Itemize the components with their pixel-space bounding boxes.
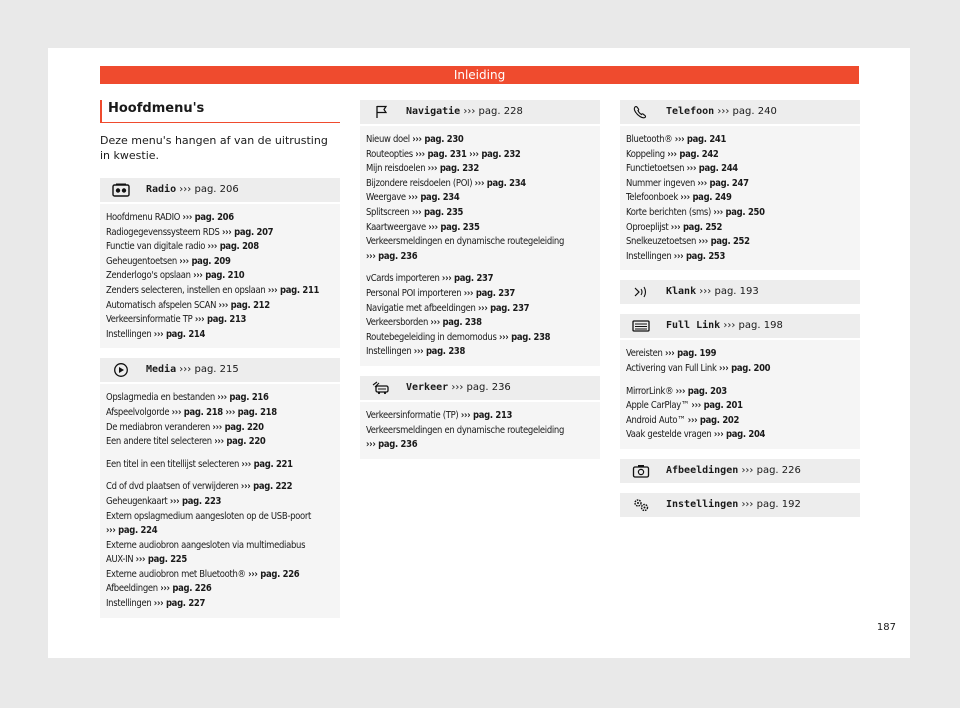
item-label: Instellingen xyxy=(106,598,154,610)
page-ref-link[interactable]: ››› pag. 201 xyxy=(691,400,743,412)
item-label: Nieuw doel xyxy=(366,134,413,145)
page-ref-link[interactable]: ››› pag. 238 xyxy=(413,346,466,358)
page-ref-link[interactable]: ››› pag. 209 xyxy=(179,255,231,267)
box-ref[interactable]: ››› pag. 236 xyxy=(451,381,511,393)
list-item xyxy=(626,399,854,414)
list-item xyxy=(106,510,334,525)
item-label: Android Auto™ xyxy=(626,414,688,426)
list-item xyxy=(626,347,854,362)
list-item xyxy=(366,316,594,331)
box-ref[interactable]: ››› pag. 198 xyxy=(723,320,783,332)
list-item xyxy=(626,235,854,250)
item-label: Mijn reisdoelen xyxy=(366,163,428,175)
page-ref-link[interactable]: ››› pag. 237 xyxy=(463,287,515,299)
list-item xyxy=(106,328,334,343)
item-label: Extern opslagmedium aangesloten op de USB-poort xyxy=(106,510,312,522)
list-item xyxy=(366,221,594,236)
list-item xyxy=(366,148,594,163)
klank-box-header xyxy=(620,280,860,304)
item-label: Geheugentoetsen xyxy=(106,255,180,267)
list-item xyxy=(106,524,334,539)
afbeeldingen-box-header xyxy=(620,459,860,483)
page-ref-link[interactable]: ››› pag. 235 xyxy=(411,206,464,218)
page-ref-link[interactable]: ››› pag. 226 xyxy=(248,568,300,580)
box-ref[interactable]: ››› pag. 192 xyxy=(741,498,801,510)
page-ref-link[interactable]: ››› pag. 224 xyxy=(106,525,158,537)
list-item xyxy=(366,345,594,360)
item-label: Koppeling xyxy=(626,148,668,160)
verkeer-box-header xyxy=(360,376,600,400)
box-ref[interactable]: ››› pag. 240 xyxy=(717,106,777,117)
list-item xyxy=(366,424,594,439)
list-item xyxy=(106,480,334,495)
page-ref-link[interactable]: ››› pag. 216 xyxy=(217,392,269,404)
item-label: Externe audiobron met Bluetooth® xyxy=(106,568,249,580)
flag-icon xyxy=(372,105,390,119)
page-ref-link[interactable]: ››› pag. 207 xyxy=(221,226,274,238)
telefoon-box-body xyxy=(620,126,860,270)
page-ref-link[interactable]: ››› pag. 220 xyxy=(214,436,266,448)
item-label: Korte berichten (sms) xyxy=(626,206,714,218)
box-title: Media xyxy=(146,364,177,376)
box-title: Telefoon xyxy=(666,106,715,117)
item-label: Zenderlogo's opslaan xyxy=(106,270,194,282)
item-label: Personal POI importeren xyxy=(366,287,464,299)
item-label: Functie van digitale radio xyxy=(106,241,208,253)
navigatie-box-header xyxy=(360,100,600,124)
list-item xyxy=(366,409,594,424)
item-label: Verkeersmeldingen en dynamische routegeleiding xyxy=(366,236,565,248)
item-label: Routebegeleiding in demomodus xyxy=(366,331,499,343)
page-ref-link[interactable]: ››› pag. 244 xyxy=(686,163,738,175)
list-item xyxy=(626,414,854,429)
item-label: Vereisten xyxy=(626,348,665,360)
list-item xyxy=(106,582,334,597)
list-item xyxy=(366,235,594,250)
box-ref[interactable]: ››› pag. 206 xyxy=(179,184,239,195)
list-item xyxy=(626,428,854,443)
list-item xyxy=(106,211,334,226)
item-label: Apple CarPlay™ xyxy=(626,400,692,412)
page-ref-link[interactable]: ››› pag. 202 xyxy=(687,414,740,426)
item-label: Nummer ingeven xyxy=(626,177,698,189)
box-title: Full Link xyxy=(666,320,721,332)
box-ref[interactable]: ››› pag. 226 xyxy=(741,464,801,476)
page-ref-link[interactable]: ››› pag. 227 xyxy=(153,598,206,610)
chapter-header: Inleiding xyxy=(100,66,859,84)
page-ref-link[interactable]: ››› pag. 234 xyxy=(408,192,460,204)
list-item xyxy=(106,553,334,568)
list-item xyxy=(366,206,594,221)
list-item xyxy=(626,206,854,221)
navigatie-box-body xyxy=(360,126,600,366)
instellingen-box-header xyxy=(620,493,860,517)
column-3 xyxy=(620,100,860,517)
item-label: Instellingen xyxy=(106,328,154,340)
list-item xyxy=(626,148,854,163)
item-label: AUX-IN xyxy=(106,554,136,566)
list-item xyxy=(626,162,854,177)
list-item xyxy=(106,299,334,314)
list-item xyxy=(366,250,594,265)
list-item xyxy=(106,269,334,284)
item-label: Afspeelvolgorde xyxy=(106,406,172,418)
page-ref-link[interactable]: ››› pag. 223 xyxy=(169,495,222,507)
item-label: Cd of dvd plaatsen of verwijderen xyxy=(106,481,241,493)
item-label: De mediabron veranderen xyxy=(106,421,213,433)
verkeer-box-body xyxy=(360,402,600,459)
intro-text: Deze menu's hangen af van de uitrusting in kwestie. xyxy=(100,134,328,162)
sound-icon xyxy=(632,285,650,299)
item-label: Afbeeldingen xyxy=(106,583,161,595)
column-2 xyxy=(360,100,600,459)
box-title: Afbeeldingen xyxy=(666,464,739,476)
list-item xyxy=(106,458,334,473)
list-item xyxy=(106,406,334,421)
item-label: Bluetooth® xyxy=(626,134,675,145)
list-item xyxy=(366,191,594,206)
item-label: Radiogegevenssysteem RDS xyxy=(106,226,222,238)
page-ref-link[interactable]: ››› pag. 222 xyxy=(240,481,293,493)
item-label: Instellingen xyxy=(626,250,674,262)
page-ref-link[interactable]: ››› pag. 234 xyxy=(474,177,526,189)
list-item xyxy=(626,250,854,265)
item-label: Een titel in een titellijst selecteren xyxy=(106,458,242,470)
list-item xyxy=(106,421,334,436)
item-label: Vaak gestelde vragen xyxy=(626,429,714,441)
media-box-body xyxy=(100,384,340,617)
page-ref-link[interactable]: ››› pag. 237 xyxy=(441,273,494,285)
list-item xyxy=(106,391,334,406)
item-label: Een andere titel selecteren xyxy=(106,436,215,448)
list-item xyxy=(106,255,334,270)
item-label: Routeopties xyxy=(366,148,416,160)
item-label: Zenders selecteren, instellen en opslaan xyxy=(106,284,268,296)
page-ref-link[interactable]: ››› pag. 237 xyxy=(477,302,530,314)
page-number: 187 xyxy=(876,622,896,633)
box-title: Klank xyxy=(666,286,697,298)
play-icon xyxy=(112,363,130,377)
page-ref-link[interactable]: ››› pag. 236 xyxy=(366,439,418,451)
box-title: Verkeer xyxy=(406,381,449,393)
box-ref[interactable]: ››› pag. 228 xyxy=(463,106,523,117)
page-ref-link[interactable]: ››› pag. 231 ››› pag. 232 xyxy=(415,148,521,160)
page-ref-link[interactable]: ››› pag. 211 xyxy=(267,284,320,296)
list-item xyxy=(106,495,334,510)
page-ref-link[interactable]: ››› pag. 210 xyxy=(193,270,245,282)
page-ref-link[interactable]: ››› pag. 249 xyxy=(680,192,732,204)
list-item xyxy=(106,597,334,612)
item-label: Opslagmedia en bestanden xyxy=(106,392,218,404)
list-item xyxy=(106,435,334,450)
page-ref-link[interactable]: ››› pag. 204 xyxy=(713,429,766,441)
page-ref-link[interactable]: ››› pag. 213 xyxy=(194,314,247,326)
phone-icon xyxy=(632,105,650,119)
radio-box-header xyxy=(100,178,340,202)
page-ref-link[interactable]: ››› pag. 241 xyxy=(674,134,727,145)
list-item xyxy=(366,162,594,177)
gears-icon xyxy=(632,498,650,512)
list-item xyxy=(366,302,594,317)
item-label: Splitscreen xyxy=(366,206,412,218)
fulllink-box-body xyxy=(620,340,860,449)
list-item xyxy=(626,385,854,400)
page-ref-link[interactable]: ››› pag. 232 xyxy=(427,163,479,175)
page-ref-link[interactable]: ››› pag. 221 xyxy=(241,458,293,470)
item-label: Oproeplijst xyxy=(626,221,671,233)
page-ref-link[interactable]: ››› pag. 252 xyxy=(698,236,750,248)
page-ref-link[interactable]: ››› pag. 235 xyxy=(428,221,480,233)
page-ref-link[interactable]: ››› pag. 226 xyxy=(160,583,212,595)
page-ref-link[interactable]: ››› pag. 253 xyxy=(673,250,726,262)
list-item xyxy=(626,133,854,148)
list-item xyxy=(106,226,334,241)
media-box-header xyxy=(100,358,340,382)
page-ref-link[interactable]: ››› pag. 225 xyxy=(135,554,187,566)
page-ref-link[interactable]: ››› pag. 220 xyxy=(212,421,264,433)
item-label: Functietoetsen xyxy=(626,163,687,175)
page-ref-link[interactable]: ››› pag. 208 xyxy=(207,241,259,253)
list-item xyxy=(626,362,854,377)
list-item xyxy=(626,191,854,206)
item-label: MirrorLink® xyxy=(626,385,676,397)
column-1 xyxy=(100,100,340,618)
item-label: Verkeersmeldingen en dynamische routegeleiding xyxy=(366,424,565,436)
list-item xyxy=(106,539,334,554)
page-ref-link[interactable]: ››› pag. 230 xyxy=(412,134,464,145)
list-item xyxy=(366,331,594,346)
item-label: Bijzondere reisdoelen (POI) xyxy=(366,177,475,189)
item-label: Verkeersinformatie TP xyxy=(106,314,195,326)
page-ref-link[interactable]: ››› pag. 250 xyxy=(713,206,765,218)
list-item xyxy=(106,313,334,328)
page-ref-link[interactable]: ››› pag. 206 xyxy=(182,212,234,223)
page-ref-link[interactable]: ››› pag. 247 xyxy=(697,177,749,189)
camera-icon xyxy=(632,464,650,478)
list-item xyxy=(366,133,594,148)
item-label: Activering van Full Link xyxy=(626,362,719,374)
item-label: vCards importeren xyxy=(366,273,442,285)
traffic-icon xyxy=(372,381,390,395)
page-ref-link[interactable]: ››› pag. 238 xyxy=(498,331,551,343)
item-label: Kaartweergave xyxy=(366,221,429,233)
page-ref-link[interactable]: ››› pag. 242 xyxy=(667,148,719,160)
page-ref-link[interactable]: ››› pag. 199 xyxy=(664,348,717,360)
section-heading: Hoofdmenu's xyxy=(100,100,340,123)
box-ref[interactable]: ››› pag. 193 xyxy=(699,286,759,298)
full-link-icon xyxy=(632,319,650,333)
telefoon-box-header xyxy=(620,100,860,124)
page-ref-link[interactable]: ››› pag. 203 xyxy=(675,385,727,397)
list-item xyxy=(366,177,594,192)
item-label: Verkeersborden xyxy=(366,317,431,329)
list-item xyxy=(366,438,594,453)
item-label: Instellingen xyxy=(366,346,414,358)
page-ref-link[interactable]: ››› pag. 213 xyxy=(460,409,513,421)
list-item xyxy=(106,284,334,299)
item-label: Externe audiobron aangesloten via multimediabus xyxy=(106,539,306,551)
fulllink-box-header xyxy=(620,314,860,338)
radio-box-body xyxy=(100,204,340,348)
page-ref-link[interactable]: ››› pag. 212 xyxy=(218,299,270,311)
list-item xyxy=(366,272,594,287)
list-item xyxy=(626,221,854,236)
page-ref-link[interactable]: ››› pag. 252 xyxy=(670,221,723,233)
page-ref-link[interactable]: ››› pag. 236 xyxy=(366,250,418,262)
item-label: Hoofdmenu RADIO xyxy=(106,212,183,223)
item-label: Snelkeuzetoetsen xyxy=(626,236,699,248)
item-label: Navigatie met afbeeldingen xyxy=(366,302,478,314)
item-label: Geheugenkaart xyxy=(106,495,170,507)
item-label: Automatisch afspelen SCAN xyxy=(106,299,219,311)
list-item xyxy=(106,568,334,583)
page-ref-link[interactable]: ››› pag. 214 xyxy=(153,328,206,340)
page-ref-link[interactable]: ››› pag. 238 xyxy=(430,317,482,329)
page-ref-link[interactable]: ››› pag. 200 xyxy=(718,362,771,374)
box-title: Navigatie xyxy=(406,106,461,117)
radio-icon xyxy=(112,183,130,197)
list-item xyxy=(366,287,594,302)
box-title: Instellingen xyxy=(666,498,739,510)
item-label: Telefoonboek xyxy=(626,192,681,204)
box-ref[interactable]: ››› pag. 215 xyxy=(179,364,239,376)
page-ref-link[interactable]: ››› pag. 218 ››› pag. 218 xyxy=(171,406,277,418)
item-label: Weergave xyxy=(366,192,409,204)
list-item xyxy=(626,177,854,192)
box-title: Radio xyxy=(146,184,177,195)
item-label: Verkeersinformatie (TP) xyxy=(366,409,461,421)
list-item xyxy=(106,240,334,255)
